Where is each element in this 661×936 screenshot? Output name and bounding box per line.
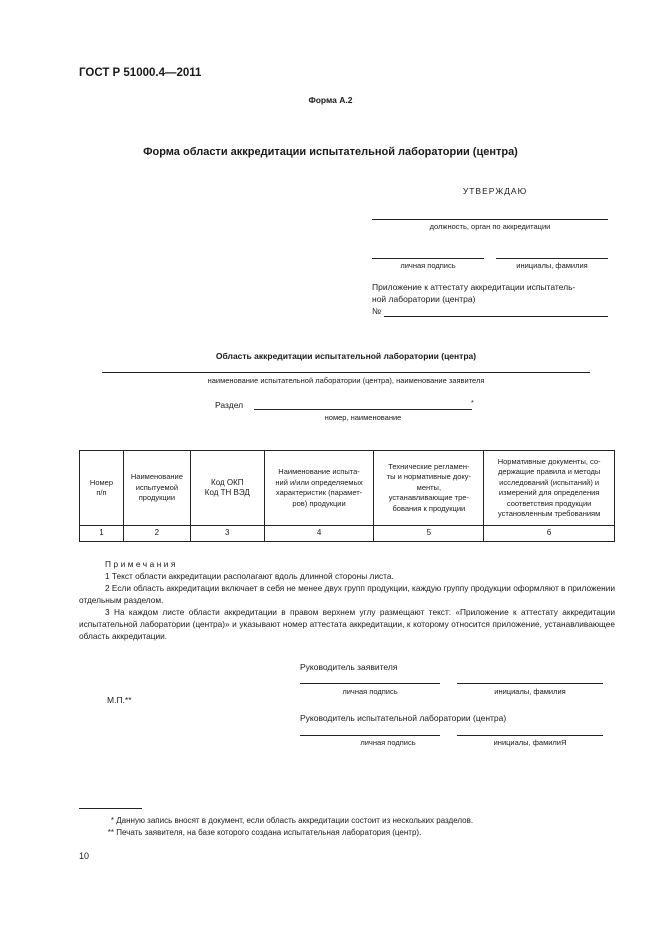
section-caption: номер, наименование [324,413,402,422]
column-number: 5 [374,526,484,542]
header-line: бования к продукции [392,503,466,513]
note-item: 1 Текст области аккредитации располагают вдоль длинной стороны листа. [105,571,394,581]
lab-name-line [102,372,590,373]
header-line: ров) продукции [292,498,346,508]
header-cell [80,451,124,526]
header-line: исследований (испытаний) и [499,477,600,487]
header-line: ний и/или определяемых [275,477,363,487]
footnote-text: Печать заявителя, на базе которого создана испытательная лаборатория (центр). [116,828,422,837]
column-number: 2 [123,526,190,542]
notes-block [79,558,615,642]
header-line: держащие правила и методы [498,467,601,476]
footnote-2 [100,828,600,837]
signature-line [372,258,484,259]
header-cell [123,451,190,526]
footnote-separator [79,808,142,809]
scope-heading: Область аккредитации испытательной лаборатории (центра) [215,351,477,361]
footnote-text: Данную запись вносят в документ, если область аккредитации состоит из нескольких разделов. [116,816,474,825]
certificate-number-label: № [372,306,382,316]
header-line: Наименование испыта- [278,467,360,476]
header-cell [484,451,615,526]
lab-name-caption: наименование испытательной лаборатории (центра), наименование заявителя [207,376,485,385]
section-asterisk: * [471,400,474,407]
approval-heading: УТВЕРЖДАЮ [462,186,528,196]
lab-signature-caption: личная подпись [360,738,416,747]
form-label: Форма А.2 [308,95,353,105]
name-caption: инициалы, фамилия [516,261,588,270]
header-cell [190,451,264,526]
header-line: Наименование [130,472,183,482]
header-line: менты, [416,482,442,492]
column-number: 6 [484,526,615,542]
header-line: продукции [138,493,176,503]
footnote-mark: * [110,816,114,825]
header-line: ты и нормативные доку- [386,472,472,482]
page-title: Форма области аккредитации испытательной лаборатории (центра) [143,146,518,158]
scope-table [79,450,615,542]
applicant-signature-line [300,683,440,684]
lab-signature-line [300,735,440,736]
header-line: Код ОКП [211,477,244,487]
header-line: п/п [96,488,107,497]
applicant-name-caption: инициалы, фамилия [494,687,566,696]
applicant-name-line [457,683,603,684]
footnote-1 [100,816,600,825]
notes-heading: Примечания [105,559,178,569]
applicant-signature-caption: личная подпись [342,687,398,696]
header-line: установленным требованиям [497,509,601,518]
header-cell [264,451,374,526]
lab-head-label: Руководитель испытательной лаборатории (центра) [300,713,507,723]
standard-header: ГОСТ Р 51000.4—2011 [79,67,202,79]
page-number: 10 [79,851,90,861]
column-number: 4 [264,526,374,542]
column-number: 3 [190,526,264,542]
note-item: 3 На каждом листе области аккредитации в правом верхнем углу размещают текст: «Приложение к аттестату аккредитации испытательной лаборатории (центра)» и указывают номер аттестата аккредитации, к которому относится приложение, устанавливающее область аккредитации. [79,607,615,641]
lab-name-line [457,735,603,736]
attachment-line-1: Приложение к аттестату аккредитации испытатель- [372,282,576,292]
footnote-mark: ** [107,828,114,837]
signature-caption: личная подпись [400,261,456,270]
section-label: Раздел [215,400,244,410]
position-caption: должность, орган по аккредитации [429,222,551,231]
header-line: Номер [89,477,113,487]
header-line: испытуемой [135,482,179,492]
header-line: соответствия продукции [506,498,592,508]
header-line: Технические регламен- [388,461,470,471]
lab-name-caption: инициалы, фамилиЯ [493,738,567,747]
note-item: 2 Если область аккредитации включает в себя не менее двух групп продукции, каждую группу продукции оформляют в приложении отдельным разделом. [79,583,615,605]
column-number: 1 [80,526,124,542]
header-line: устанавливающие тре- [388,493,469,503]
position-line [372,219,608,220]
section-line [254,409,472,410]
header-line: характеристик (парамет- [275,488,363,497]
header-line: измерений для определения [498,488,600,497]
seal-label: М.П.** [107,695,132,705]
header-line: Код ТН ВЭД [204,488,250,497]
applicant-head-label: Руководитель заявителя [300,662,398,672]
header-line: Нормативные документы, со- [497,456,601,466]
table-header-row [80,451,615,526]
table-number-row [80,526,615,542]
certificate-number-line [384,316,608,317]
header-cell [374,451,484,526]
attachment-line-2: ной лаборатории (центра) [372,294,476,304]
name-line [496,258,608,259]
